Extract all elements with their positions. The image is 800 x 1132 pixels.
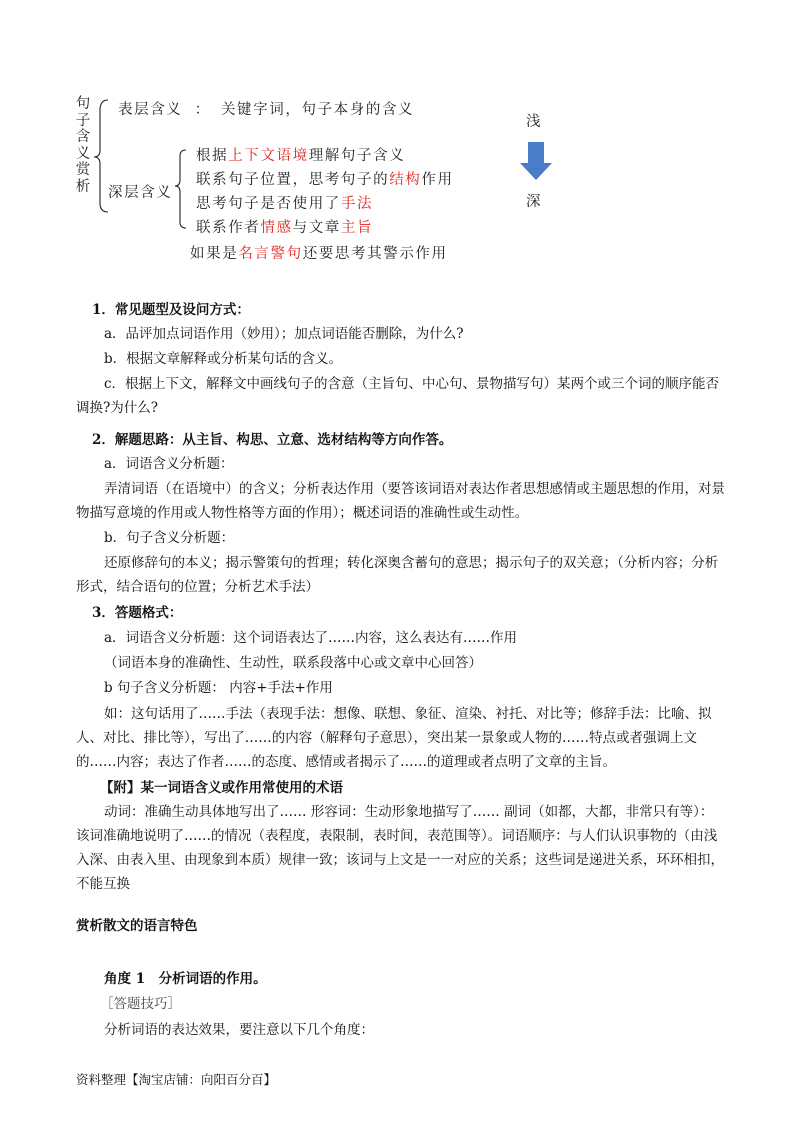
sentence-analysis-label: b．句子含义分析题：: [104, 530, 235, 546]
deep-item-text: 作用: [421, 172, 454, 188]
footer-source: 资料整理【淘宝店铺：向阳百分百】: [76, 1072, 277, 1087]
word-analysis-text: 弄清词语（在语境中）的含义；分析表达作用（要答该词语对表达作者思想感情或主题思想的作用，对景物描写意境的作用或人物性格等方面的作用）；概述词语的准确性或生动性。: [76, 481, 725, 521]
deep-label: 深层含义: [108, 185, 173, 201]
sentence-analysis-text: 还原修辞句的本义；揭示警策句的哲理；转化深奥含蓄句的意思；揭示句子的双关意；（分析内容；分析形式，结合语句的位置；分析艺术手法）: [76, 555, 719, 595]
proverb-highlight: 名言警句: [238, 246, 303, 262]
deep-item: [196, 144, 405, 165]
title-char: 析: [75, 178, 91, 195]
deep-item-highlight: 情感: [260, 220, 293, 236]
word-format-note: （词语本身的准确性、生动性，联系段落中心或文章中心回答）: [104, 655, 482, 671]
question-type-item: c．根据上下文，解释文中画线句子的含意（主旨句、中心句、景物描写句）某两个或三个词的顺序能否调换?为什么?: [76, 376, 720, 416]
deep-brace: [175, 150, 186, 228]
deep-item-text: 根据: [196, 148, 229, 164]
down-arrow-icon: [520, 142, 552, 180]
title-char: 含: [75, 129, 91, 145]
deep-item: [196, 192, 373, 213]
title-char: 子: [75, 112, 91, 129]
section1-heading: 1．常见题型及设问方式：: [92, 302, 250, 318]
surface-meaning: [118, 98, 414, 119]
deep-item: [196, 168, 454, 189]
shallow-label: 浅: [526, 114, 543, 130]
tips-label: ［答题技巧］: [100, 996, 181, 1012]
deep-arrow-label: 深: [526, 194, 543, 210]
title-char: 赏: [75, 162, 91, 178]
deep-item-text: 思考句子是否使用了: [196, 196, 341, 212]
deep-item-highlight: 主旨: [340, 220, 374, 236]
proverb-text: 如果是: [190, 246, 239, 262]
appendix-text: 动词：准确生动具体地写出了…… 形容词：生动形象地描写了…… 副词（如都，大都，非常只有等）：该词准确地说明了……的情况（表程度，表限制，表时间，表范围等）。词语顺序：与人们认识事物的（由浅入深、由表入里、由现象到本质）规律一致；该词与上文是一一对应的关系；这些词是递进关系，环环相扣，不能互换: [76, 804, 724, 892]
question-type-item: a．品评加点词语作用（妙用）；加点词语能否删除，为什么?: [104, 326, 464, 342]
deep-item-text: 联系作者: [196, 220, 261, 236]
title-char: 义: [75, 145, 91, 162]
diagram-braces: [0, 0, 800, 270]
main-brace: [94, 100, 108, 212]
deep-item-highlight: 结构: [389, 172, 422, 188]
surface-text: 关键字词，句子本身的含义: [220, 102, 415, 118]
deep-item-text: 联系句子位置，思考句子的: [196, 172, 390, 188]
proverb-text: 还要思考其警示作用: [302, 246, 448, 262]
word-format-text: a．词语含义分析题：这个词语表达了……内容，这么表达有……作用: [104, 630, 518, 646]
deep-item: [196, 216, 373, 237]
format-example: 如：这句话用了……手法（表现手法：想像、联想、象征、渲染、衬托、对比等；修辞手法：比喻、拟人、对比、排比等），写出了……的内容（解释句子意思），突出某一景象或人物的……特点或者强调上文的……内容；表达了作者……的态度、感情或者揭示了……的道理或者点明了文章的主旨。: [76, 706, 712, 770]
surface-label: 表层含义: [118, 102, 183, 118]
title-char: 句: [75, 96, 91, 112]
section2-heading: 2．解题思路：从主旨、构思、立意、选材结构等方向作答。: [92, 432, 453, 448]
tips-text: 分析词语的表达效果，要注意以下几个角度：: [104, 1022, 374, 1038]
deep-item-highlight: 上下文语境: [228, 148, 309, 164]
appendix-heading: 【附】某一词语含义或作用常使用的术语: [100, 780, 343, 796]
surface-sep: ：: [194, 102, 211, 118]
section3-heading: 3．答题格式：: [92, 605, 183, 621]
deep-item-text: 与文章: [292, 220, 341, 236]
question-type-item: b．根据文章解释或分析某句话的含义。: [104, 351, 343, 367]
sentence-format-text: b 句子含义分析题： 内容+手法+作用: [104, 680, 333, 696]
prose-section-title: 赏析散文的语言特色: [76, 918, 198, 934]
deep-item-highlight: 手法: [340, 196, 374, 212]
angle-title: 角度 1 分析词语的作用。: [104, 971, 267, 987]
deep-item-text: 理解句子含义: [308, 148, 406, 164]
proverb-note: [190, 242, 448, 263]
word-analysis-label: a．词语含义分析题：: [104, 456, 234, 472]
